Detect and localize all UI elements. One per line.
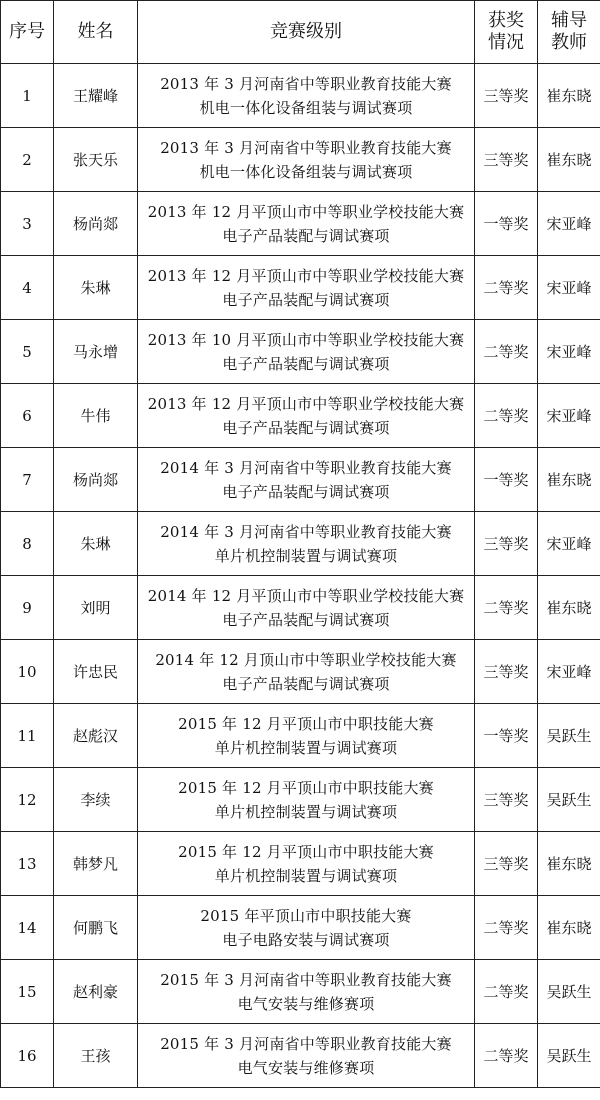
cell-name: 朱琳 [54, 256, 138, 320]
competition-line1: 2013 年 3 月河南省中等职业教育技能大赛 [160, 138, 452, 157]
cell-no: 9 [1, 576, 54, 640]
cell-teacher: 宋亚峰 [538, 256, 600, 320]
cell-teacher: 宋亚峰 [538, 512, 600, 576]
cell-competition [138, 448, 475, 512]
cell-competition [138, 640, 475, 704]
table-body [1, 64, 600, 1088]
competition-line1: 2015 年平顶山市中职技能大赛 [200, 906, 412, 925]
table-row [1, 448, 600, 512]
cell-no: 2 [1, 128, 54, 192]
competition-line2: 电子产品装配与调试赛项 [222, 418, 390, 437]
cell-teacher: 崔东晓 [538, 832, 600, 896]
header-award [475, 1, 538, 64]
competition-line1: 2013 年 3 月河南省中等职业教育技能大赛 [160, 74, 452, 93]
cell-no: 4 [1, 256, 54, 320]
cell-award: 一等奖 [475, 704, 538, 768]
cell-competition [138, 256, 475, 320]
competition-line2: 机电一体化设备组装与调试赛项 [199, 162, 413, 181]
cell-competition [138, 768, 475, 832]
competition-line2: 电子产品装配与调试赛项 [222, 354, 390, 373]
table-row [1, 256, 600, 320]
cell-award: 三等奖 [475, 832, 538, 896]
table-row [1, 576, 600, 640]
table-header [1, 1, 600, 64]
cell-no: 13 [1, 832, 54, 896]
table-row [1, 128, 600, 192]
cell-name: 王耀峰 [54, 64, 138, 128]
cell-award: 三等奖 [475, 64, 538, 128]
cell-name: 韩梦凡 [54, 832, 138, 896]
cell-name: 李续 [54, 768, 138, 832]
competition-line1: 2014 年 3 月河南省中等职业教育技能大赛 [160, 522, 452, 541]
cell-competition [138, 64, 475, 128]
cell-competition [138, 960, 475, 1024]
cell-no: 11 [1, 704, 54, 768]
cell-no: 16 [1, 1024, 54, 1088]
cell-award: 三等奖 [475, 640, 538, 704]
competition-line1: 2015 年 3 月河南省中等职业教育技能大赛 [160, 1034, 452, 1053]
competition-line1: 2013 年 12 月平顶山市中等职业学校技能大赛 [147, 394, 465, 413]
competition-line2: 电子产品装配与调试赛项 [222, 290, 390, 309]
cell-name: 赵彪汉 [54, 704, 138, 768]
cell-name: 马永增 [54, 320, 138, 384]
cell-award: 二等奖 [475, 576, 538, 640]
cell-teacher: 宋亚峰 [538, 192, 600, 256]
table-row [1, 1024, 600, 1088]
cell-teacher: 崔东晓 [538, 128, 600, 192]
cell-name: 张天乐 [54, 128, 138, 192]
competition-line2: 单片机控制装置与调试赛项 [214, 546, 398, 565]
table-row [1, 384, 600, 448]
cell-competition [138, 320, 475, 384]
cell-no: 1 [1, 64, 54, 128]
cell-teacher: 吴跃生 [538, 1024, 600, 1088]
competition-line2: 电气安装与维修赛项 [237, 994, 375, 1013]
header-teacher [538, 1, 600, 64]
competition-line1: 2015 年 12 月平顶山市中职技能大赛 [178, 842, 434, 861]
header-award-line1: 获奖 [488, 10, 524, 31]
cell-teacher: 吴跃生 [538, 704, 600, 768]
cell-no: 8 [1, 512, 54, 576]
cell-competition [138, 192, 475, 256]
competition-line2: 电子产品装配与调试赛项 [222, 226, 390, 245]
table-row [1, 704, 600, 768]
cell-award: 二等奖 [475, 384, 538, 448]
cell-name: 许忠民 [54, 640, 138, 704]
competition-line1: 2013 年 12 月平顶山市中等职业学校技能大赛 [147, 266, 465, 285]
cell-competition [138, 1024, 475, 1088]
cell-competition [138, 896, 475, 960]
competition-line2: 单片机控制装置与调试赛项 [214, 866, 398, 885]
competition-line1: 2014 年 3 月河南省中等职业教育技能大赛 [160, 458, 452, 477]
table-row [1, 768, 600, 832]
table-row [1, 320, 600, 384]
competition-line2: 电子产品装配与调试赛项 [222, 482, 390, 501]
cell-no: 6 [1, 384, 54, 448]
table-row [1, 896, 600, 960]
cell-award: 二等奖 [475, 256, 538, 320]
cell-teacher: 吴跃生 [538, 768, 600, 832]
cell-teacher: 崔东晓 [538, 896, 600, 960]
competition-line2: 单片机控制装置与调试赛项 [214, 802, 398, 821]
cell-award: 二等奖 [475, 320, 538, 384]
cell-teacher: 崔东晓 [538, 576, 600, 640]
competition-line2: 电子电路安装与调试赛项 [222, 930, 390, 949]
cell-name: 朱琳 [54, 512, 138, 576]
cell-teacher: 宋亚峰 [538, 384, 600, 448]
header-teacher-line1: 辅导 [551, 10, 587, 31]
cell-award: 二等奖 [475, 896, 538, 960]
cell-no: 5 [1, 320, 54, 384]
cell-no: 15 [1, 960, 54, 1024]
cell-no: 12 [1, 768, 54, 832]
competition-line2: 机电一体化设备组装与调试赛项 [199, 98, 413, 117]
cell-name: 杨尚郯 [54, 448, 138, 512]
competition-line1: 2013 年 10 月平顶山市中等职业学校技能大赛 [147, 330, 465, 349]
cell-name: 王孩 [54, 1024, 138, 1088]
competition-line2: 电子产品装配与调试赛项 [222, 610, 390, 629]
header-teacher-line2: 教师 [551, 32, 587, 53]
cell-name: 何鹏飞 [54, 896, 138, 960]
competition-line2: 单片机控制装置与调试赛项 [214, 738, 398, 757]
cell-no: 3 [1, 192, 54, 256]
header-row [1, 1, 600, 64]
cell-competition [138, 832, 475, 896]
competition-line1: 2015 年 3 月河南省中等职业教育技能大赛 [160, 970, 452, 989]
table-row [1, 960, 600, 1024]
competition-line1: 2013 年 12 月平顶山市中等职业学校技能大赛 [147, 202, 465, 221]
header-name: 姓名 [54, 1, 138, 64]
cell-name: 赵利豪 [54, 960, 138, 1024]
cell-no: 10 [1, 640, 54, 704]
header-award-line2: 情况 [488, 32, 524, 53]
table-row [1, 64, 600, 128]
competition-line1: 2014 年 12 月顶山市中等职业学校技能大赛 [155, 650, 457, 669]
header-no: 序号 [1, 1, 54, 64]
cell-name: 杨尚郯 [54, 192, 138, 256]
table-row [1, 640, 600, 704]
cell-award: 三等奖 [475, 512, 538, 576]
cell-teacher: 崔东晓 [538, 64, 600, 128]
cell-competition [138, 512, 475, 576]
table-row [1, 512, 600, 576]
cell-name: 牛伟 [54, 384, 138, 448]
cell-competition [138, 576, 475, 640]
cell-teacher: 宋亚峰 [538, 640, 600, 704]
competition-line2: 电子产品装配与调试赛项 [222, 674, 390, 693]
cell-teacher: 宋亚峰 [538, 320, 600, 384]
competition-line1: 2015 年 12 月平顶山市中职技能大赛 [178, 778, 434, 797]
cell-competition [138, 128, 475, 192]
cell-award: 三等奖 [475, 128, 538, 192]
competition-line1: 2014 年 12 月平顶山市中等职业学校技能大赛 [147, 586, 465, 605]
cell-award: 二等奖 [475, 960, 538, 1024]
cell-name: 刘明 [54, 576, 138, 640]
cell-award: 一等奖 [475, 448, 538, 512]
cell-no: 14 [1, 896, 54, 960]
table-row [1, 832, 600, 896]
cell-competition [138, 384, 475, 448]
competition-line2: 电气安装与维修赛项 [237, 1058, 375, 1077]
cell-competition [138, 704, 475, 768]
cell-teacher: 吴跃生 [538, 960, 600, 1024]
table-row [1, 192, 600, 256]
competition-line1: 2015 年 12 月平顶山市中职技能大赛 [178, 714, 434, 733]
cell-award: 一等奖 [475, 192, 538, 256]
cell-award: 二等奖 [475, 1024, 538, 1088]
cell-award: 三等奖 [475, 768, 538, 832]
cell-no: 7 [1, 448, 54, 512]
header-competition: 竞赛级别 [138, 1, 475, 64]
cell-teacher: 崔东晓 [538, 448, 600, 512]
